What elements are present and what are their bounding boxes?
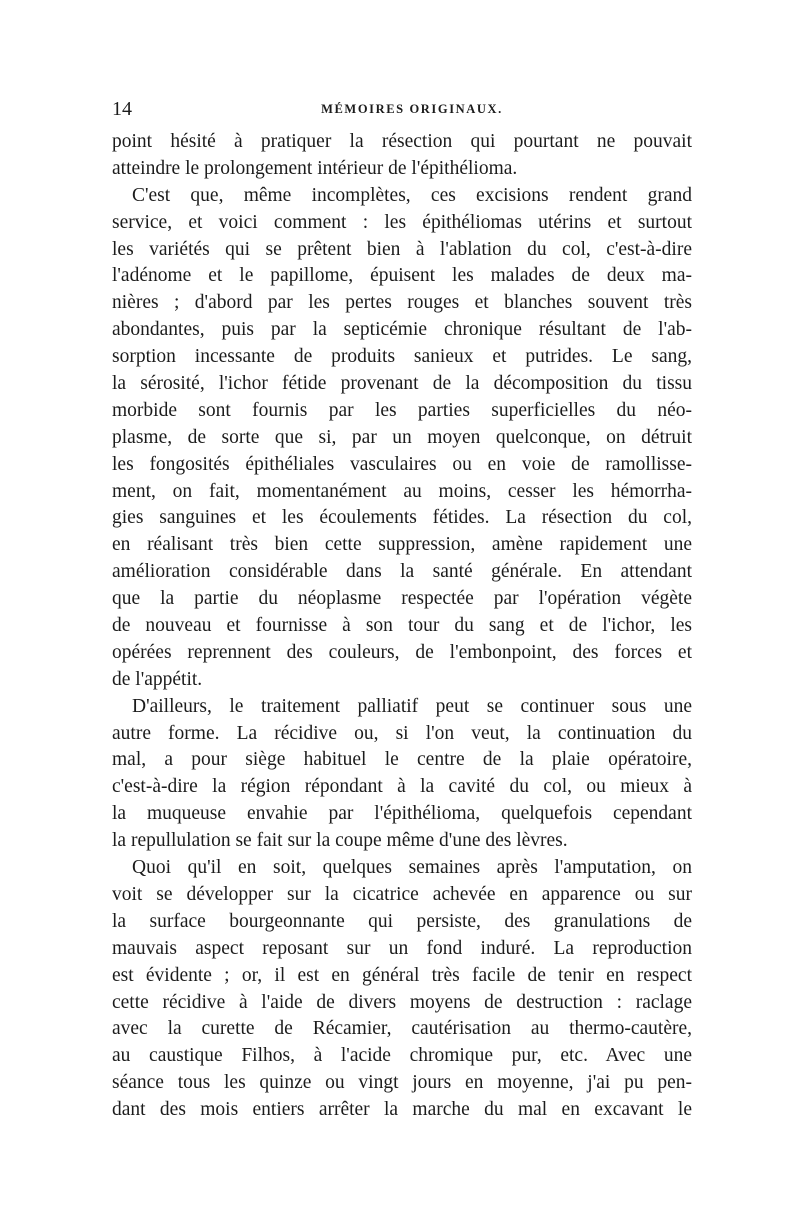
text-line: mal, a pour siège habituel le centre de la plaie opératoire, bbox=[112, 749, 692, 771]
page-number: 14 bbox=[112, 98, 132, 120]
text-line: mauvais aspect reposant sur un fond induré. La reproduction bbox=[112, 937, 692, 959]
body-text bbox=[112, 129, 692, 1124]
text-line: Quoi qu'il en soit, quelques semaines après l'amputation, on bbox=[132, 857, 692, 879]
text-line: de l'appétit. bbox=[112, 668, 203, 690]
paragraph bbox=[112, 183, 692, 694]
text-line: l'adénome et le papillome, épuisent les malades de deux ma- bbox=[112, 265, 692, 287]
text-line: abondantes, puis par la septicémie chronique résultant de l'ab- bbox=[112, 319, 692, 341]
text-line: morbide sont fournis par les parties superficielles du néo- bbox=[112, 399, 692, 421]
text-line: les fongosités épithéliales vasculaires ou en voie de ramollisse- bbox=[112, 453, 692, 475]
text-line: C'est que, même incomplètes, ces excisions rendent grand bbox=[132, 184, 692, 206]
text-line: la muqueuse envahie par l'épithélioma, quelquefois cependant bbox=[112, 803, 692, 825]
text-line: amélioration considérable dans la santé générale. En attendant bbox=[112, 561, 692, 583]
text-line: gies sanguines et les écoulements fétides. La résection du col, bbox=[112, 507, 692, 529]
text-line: la sérosité, l'ichor fétide provenant de la décomposition du tissu bbox=[112, 373, 692, 395]
text-line: opérées reprennent des couleurs, de l'embonpoint, des forces et bbox=[112, 641, 692, 663]
text-line: point hésité à pratiquer la résection qui pourtant ne pouvait bbox=[112, 131, 692, 152]
text-line: au caustique Filhos, à l'acide chromique pur, etc. Avec une bbox=[112, 1045, 692, 1067]
paragraph bbox=[112, 129, 692, 183]
text-line: que la partie du néoplasme respectée par l'opération végète bbox=[112, 588, 692, 610]
text-line: en réalisant très bien cette suppression, amène rapidement une bbox=[112, 534, 692, 556]
text-line: service, et voici comment : les épithéliomas utérins et surtout bbox=[112, 211, 692, 233]
text-line: cette récidive à l'aide de divers moyens de destruction : raclage bbox=[112, 991, 692, 1013]
page-header bbox=[112, 96, 692, 122]
paragraph bbox=[112, 694, 692, 855]
text-line: voit se développer sur la cicatrice achevée en apparence ou sur bbox=[112, 883, 692, 905]
text-line: ment, on fait, momentanément au moins, cesser les hémorrha- bbox=[112, 480, 692, 502]
text-line: nières ; d'abord par les pertes rouges et blanches souvent très bbox=[112, 292, 692, 314]
text-line: autre forme. La récidive ou, si l'on veut, la continuation du bbox=[112, 722, 692, 744]
text-line: les variétés qui se prêtent bien à l'ablation du col, c'est-à-dire bbox=[112, 238, 692, 260]
text-line: atteindre le prolongement intérieur de l'épithélioma. bbox=[112, 157, 518, 179]
text-line: sorption incessante de produits sanieux et putrides. Le sang, bbox=[112, 346, 692, 368]
text-line: de nouveau et fournisse à son tour du sang et de l'ichor, les bbox=[112, 615, 692, 637]
text-line: D'ailleurs, le traitement palliatif peut se continuer sous une bbox=[132, 695, 692, 717]
text-line: séance tous les quinze ou vingt jours en moyenne, j'ai pu pen- bbox=[112, 1072, 692, 1094]
text-line: plasme, de sorte que si, par un moyen quelconque, on détruit bbox=[112, 426, 692, 448]
running-title: MÉMOIRES ORIGINAUX. bbox=[321, 102, 503, 116]
text-line: avec la curette de Récamier, cautérisation au thermo-cautère, bbox=[112, 1018, 692, 1040]
text-line: c'est-à-dire la région répondant à la cavité du col, ou mieux à bbox=[112, 776, 692, 798]
paragraph bbox=[112, 855, 692, 1124]
text-line: dant des mois entiers arrêter la marche du mal en excavant le bbox=[112, 1099, 692, 1121]
text-line: la repullulation se fait sur la coupe même d'une des lèvres. bbox=[112, 830, 568, 852]
text-line: est évidente ; or, il est en général très facile de tenir en respect bbox=[112, 964, 692, 986]
text-line: la surface bourgeonnante qui persiste, des granulations de bbox=[112, 910, 692, 932]
